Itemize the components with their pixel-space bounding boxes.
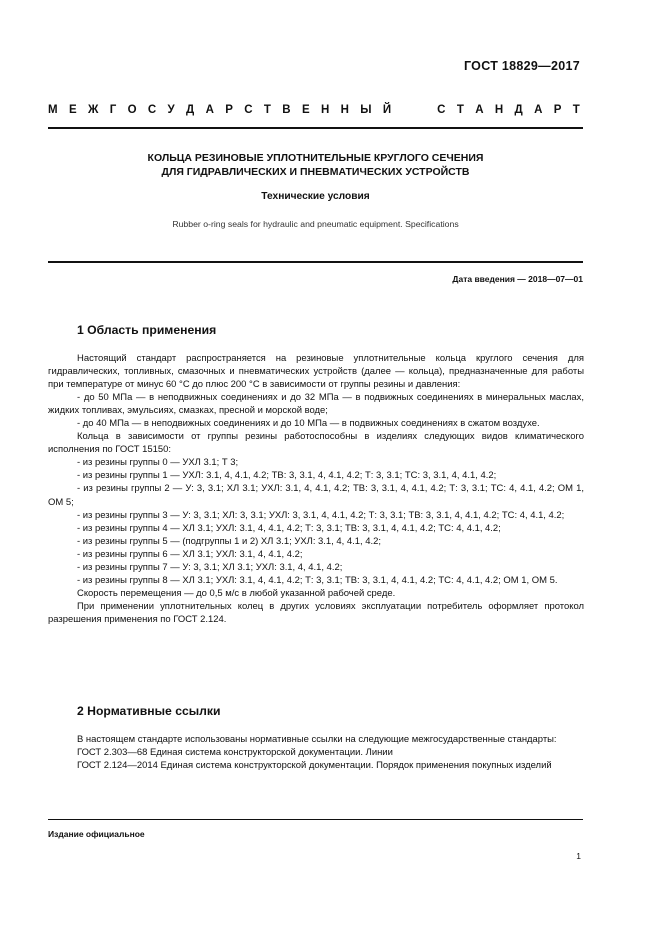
banner-letter: Н — [340, 104, 349, 116]
list-item: - из резины группы 8 — ХЛ 3.1; УХЛ: 3.1, 4, 4.1, 4.2; Т: 3, 3.1; ТВ: 3, 3.1, 4, 4.1, 4.2; ТС: 4, 4.1, 4.2; ОМ 1, ОМ 5. — [77, 574, 558, 586]
paragraph: При применении уплотнительных колец в других условиях эксплуатации потребитель оформляет протокол разрешения применения по ГОСТ 2.124. — [48, 600, 584, 625]
section-2-heading: 2 Нормативные ссылки — [77, 704, 221, 718]
banner-letter — [402, 104, 408, 116]
document-title — [48, 151, 583, 179]
reference-item: ГОСТ 2.124—2014 Единая система конструкторской документации. Порядок применения покупных изделий — [77, 760, 552, 772]
banner-letter: У — [167, 104, 175, 116]
banner-letter: Н — [320, 104, 330, 116]
banner-letter: Ы — [360, 104, 372, 116]
title-line-1: КОЛЬЦА РЕЗИНОВЫЕ УПЛОТНИТЕЛЬНЫЕ КРУГЛОГО СЕЧЕНИЯ — [147, 152, 484, 164]
title-divider — [48, 261, 583, 263]
banner-letter: А — [205, 104, 214, 116]
banner-letter: Р — [553, 104, 562, 116]
banner-letter: О — [127, 104, 137, 116]
banner-letter: Й — [382, 104, 392, 116]
banner-letter — [420, 104, 426, 116]
banner-letter: Д — [186, 104, 195, 116]
page-number: 1 — [576, 851, 581, 861]
paragraph: Настоящий стандарт распространяется на резиновые уплотнительные кольца круглого сечения для гидравлических, топливных, смазочных и пневматических устройств (далее — кольца), предназначенные для работы при температуре от минус 60 °С до плюс 200 °С в зависимости от группы резины и давления: — [48, 353, 584, 391]
banner-letter: М — [48, 104, 58, 116]
english-title: Rubber o-ring seals for hydraulic and pneumatic equipment. Specifications — [172, 219, 459, 229]
list-item: - до 50 МПа — в неподвижных соединениях и до 32 МПа — в подвижных соединениях в минеральных маслах, жидких топливах, эмульсиях, смазках, пресной и морской воде; — [48, 392, 584, 417]
banner-letter: Е — [68, 104, 77, 116]
reference-item: ГОСТ 2.303—68 Единая система конструкторской документации. Линии — [77, 747, 393, 759]
banner-letter: Г — [109, 104, 117, 116]
paragraph: В настоящем стандарте использованы нормативные ссылки на следующие межгосударственные стандарты: — [77, 734, 557, 745]
banner-letter: С — [244, 104, 253, 116]
list-item: - из резины группы 1 — УХЛ: 3.1, 4, 4.1, 4.2; ТВ: 3, 3.1, 4, 4.1, 4.2; Т: 3, 3.1; ТС: 3, 3.1, 4, 4.1, 4.2; — [77, 470, 497, 482]
banner-letter: С — [147, 104, 157, 116]
section-2-body — [48, 733, 584, 772]
list-item: - из резины группы 3 — У: 3, 3.1; ХЛ: 3, 3.1; УХЛ: 3, 3.1, 4, 4.1, 4.2; Т: 3, 3.1; ТВ: 3, 3.1, 4, 4.1, 4.2; ТС: 4, 4.1, 4.2; — [77, 509, 565, 521]
list-item: - из резины группы 6 — ХЛ 3.1; УХЛ: 3.1, 4, 4.1, 4.2; — [77, 548, 303, 560]
banner-letter: Д — [514, 104, 523, 116]
document-subtitle: Технические условия — [261, 191, 370, 202]
banner-letter: А — [534, 104, 543, 116]
banner-letter: Е — [301, 104, 310, 116]
banner-letter: Ж — [87, 104, 99, 116]
top-divider — [48, 127, 583, 129]
interstate-standard-banner — [48, 104, 580, 116]
list-item: - из резины группы 7 — У: 3, 3.1; ХЛ 3.1; УХЛ: 3.1, 4, 4.1, 4.2; — [77, 561, 343, 573]
list-item: - из резины группы 4 — ХЛ 3.1; УХЛ: 3.1, 4, 4.1, 4.2; Т: 3, 3.1; ТВ: 3, 3.1, 4, 4.1, 4.2; ТС: 4, 4.1, 4.2; — [77, 522, 501, 534]
official-edition-label: Издание официальное — [48, 829, 145, 839]
paragraph: Кольца в зависимости от группы резины работоспособны в изделиях следующих видов климатического исполнения по ГОСТ 15150: — [48, 431, 584, 456]
introduction-date: Дата введения — 2018—07—01 — [452, 274, 583, 284]
section-1-body — [48, 352, 584, 626]
banner-letter: Р — [225, 104, 233, 116]
banner-letter: С — [437, 104, 446, 116]
banner-letter: А — [475, 104, 484, 116]
list-item: - из резины группы 2 — У: 3, 3.1; ХЛ 3.1; УХЛ: 3.1, 4, 4.1, 4.2; ТВ: 3, 3.1, 4, 4.1, 4.2; Т: 3, 3.1; ТС: 4, 4.1, 4.2; ОМ 1, ОМ 5; — [48, 483, 584, 508]
banner-letter: Н — [494, 104, 504, 116]
title-line-2: ДЛЯ ГИДРАВЛИЧЕСКИХ И ПНЕВМАТИЧЕСКИХ УСТРОЙСТВ — [161, 166, 470, 178]
section-1-heading: 1 Область применения — [77, 323, 217, 337]
standard-number: ГОСТ 18829—2017 — [463, 59, 580, 73]
list-item: - из резины группы 0 — УХЛ 3.1; Т 3; — [77, 457, 239, 469]
banner-letter: Т — [263, 104, 271, 116]
banner-letter: Т — [572, 104, 580, 116]
list-item: - до 40 МПа — в неподвижных соединениях и до 10 МПа — в подвижных соединениях в сжатом воздухе. — [77, 418, 540, 430]
footer-divider — [48, 819, 583, 820]
list-item: - из резины группы 5 — (подгруппы 1 и 2) ХЛ 3.1; УХЛ: 3.1, 4, 4.1, 4.2; — [77, 535, 382, 547]
paragraph: Скорость перемещения — до 0,5 м/с в любой указанной рабочей среде. — [77, 587, 396, 599]
banner-letter: Т — [456, 104, 464, 116]
banner-letter: В — [282, 104, 291, 116]
